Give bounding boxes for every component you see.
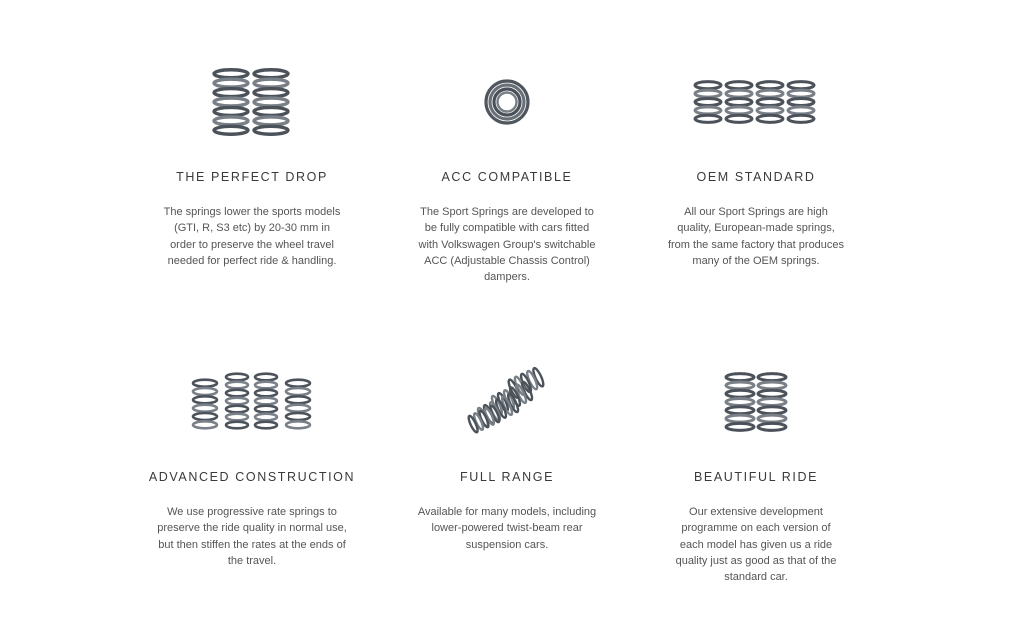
spring-coil-shape xyxy=(726,82,752,123)
feature-description: We use progressive rate springs to preserve the ride quality in normal use, but then stiffen the rates at the ends of the travel. xyxy=(157,506,347,567)
feature-title: OEM STANDARD xyxy=(696,170,816,184)
feature-advanced-construction xyxy=(122,360,382,569)
feature-title: ADVANCED CONSTRUCTION xyxy=(148,470,356,484)
feature-description: The Sport Springs are developed to be fully compatible with cars fitted with Volkswagen Group's switchable ACC (Adjustable Chassis Control) dampers. xyxy=(418,206,596,284)
feature-perfect-drop xyxy=(122,60,382,269)
spring-coil-shape xyxy=(788,82,814,123)
feature-title: THE PERFECT DROP xyxy=(176,170,328,184)
spring-coil-shape xyxy=(726,374,754,431)
feature-title: ACC COMPATIBLE xyxy=(441,170,573,184)
feature-description: Available for many models, including lower-powered twist-beam rear suspension cars. xyxy=(417,506,597,551)
spring-set-angled-icon xyxy=(377,360,637,444)
feature-beautiful-ride xyxy=(626,360,886,585)
feature-description: Our extensive development programme on each version of each model has given us a ride quality just as good as that of the standard car. xyxy=(675,506,837,584)
feature-description: All our Sport Springs are high quality, European-made springs, from the same factory that produces many of the OEM springs. xyxy=(667,206,845,267)
feature-acc-compatible xyxy=(377,60,637,285)
spring-coil-shape xyxy=(214,70,248,134)
spring-coil-shape xyxy=(226,374,248,429)
spring-pair-icon xyxy=(122,60,382,144)
spring-coil-shape xyxy=(193,380,217,429)
spring-coil-shape xyxy=(467,405,501,434)
spring-coil-shape xyxy=(758,374,786,431)
spring-coil-shape xyxy=(255,374,277,429)
four-springs-icon xyxy=(122,360,382,444)
feature-title: BEAUTIFUL RIDE xyxy=(693,470,819,484)
spring-pair-icon xyxy=(626,360,886,444)
coiled-spring-icon xyxy=(377,60,637,144)
feature-oem-standard xyxy=(626,60,886,269)
spring-coil-shape xyxy=(254,70,288,134)
spring-coil-shape xyxy=(695,82,721,123)
feature-full-range xyxy=(377,360,637,553)
four-short-springs-icon xyxy=(626,60,886,144)
feature-description: The springs lower the sports models (GTI, R, S3 etc) by 20-30 mm in order to preserve the wheel travel needed for perfect ride & handling. xyxy=(163,206,341,267)
feature-title: FULL RANGE xyxy=(459,470,555,484)
spring-coil-shape xyxy=(286,380,310,429)
spring-coil-shape xyxy=(757,82,783,123)
